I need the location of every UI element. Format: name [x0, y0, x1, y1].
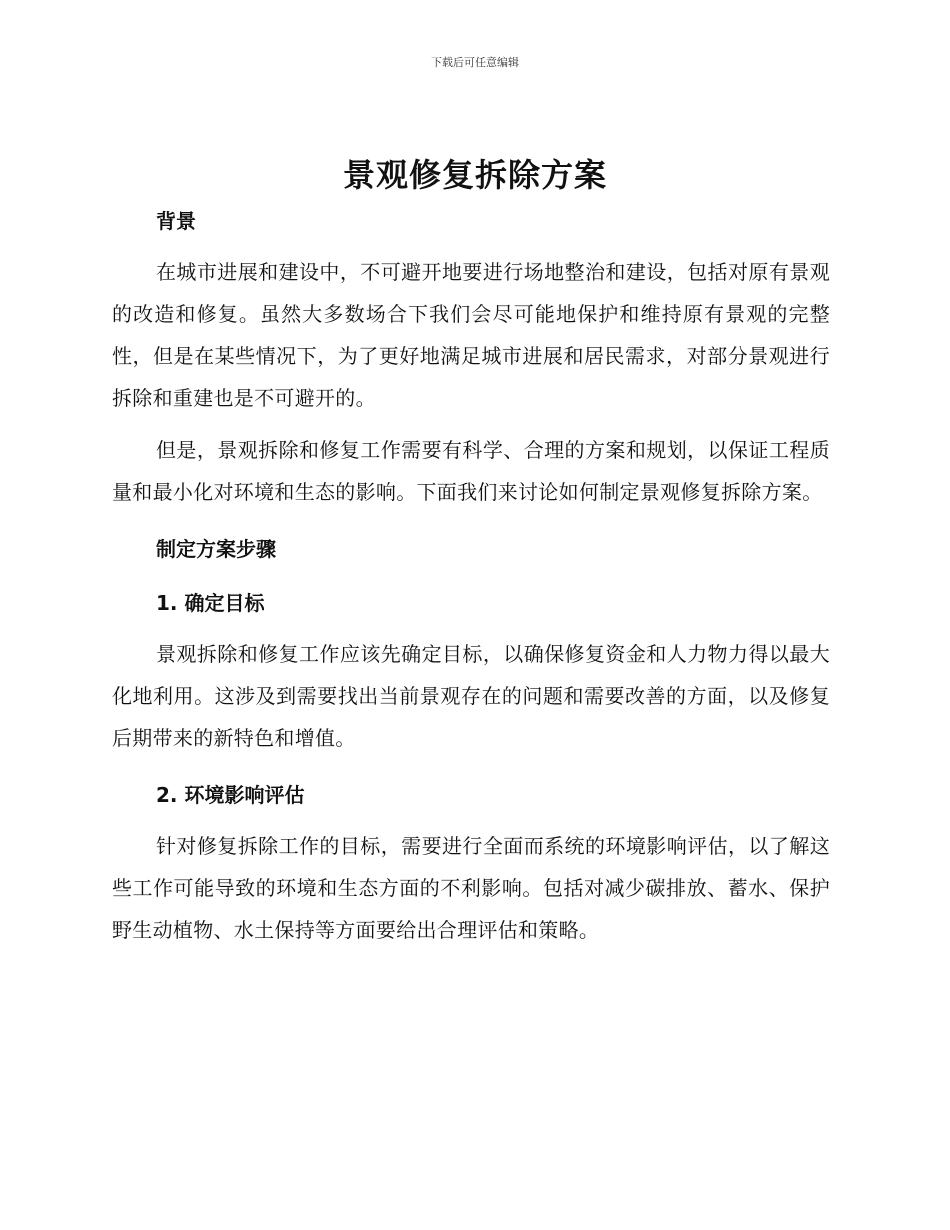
- document-body: [112, 203, 830, 951]
- header-note: 下载后可任意编辑: [431, 56, 519, 69]
- step-2-heading: 2. 环境影响评估: [156, 783, 305, 807]
- step-1-heading: 1. 确定目标: [156, 591, 265, 615]
- paragraph-intro-1: 在城市进展和建设中，不可避开地要进行场地整治和建设，包括对原有景观的改造和修复。虽然大多数场合下我们会尽可能地保护和维持原有景观的完整性，但是在某些情况下，为了更好地满足城市进展和居民需求，对部分景观进行拆除和重建也是不可避开的。: [112, 260, 830, 410]
- step-2-paragraph: 针对修复拆除工作的目标，需要进行全面而系统的环境影响评估，以了解这些工作可能导致的环境和生态方面的不利影响。包括对减少碳排放、蓄水、保护野生动植物、水土保持等方面要给出合理评估和策略。: [112, 834, 830, 942]
- step-1-paragraph: 景观拆除和修复工作应该先确定目标，以确保修复资金和人力物力得以最大化地利用。这涉及到需要找出当前景观存在的问题和需要改善的方面，以及修复后期带来的新特色和增值。: [112, 642, 830, 750]
- paragraph-intro-2: 但是，景观拆除和修复工作需要有科学、合理的方案和规划，以保证工程质量和最小化对环境和生态的影响。下面我们来讨论如何制定景观修复拆除方案。: [112, 438, 830, 504]
- section-heading-steps: 制定方案步骤: [156, 537, 276, 561]
- document-title: 景观修复拆除方案: [342, 156, 607, 194]
- section-heading-background: 背景: [156, 209, 196, 233]
